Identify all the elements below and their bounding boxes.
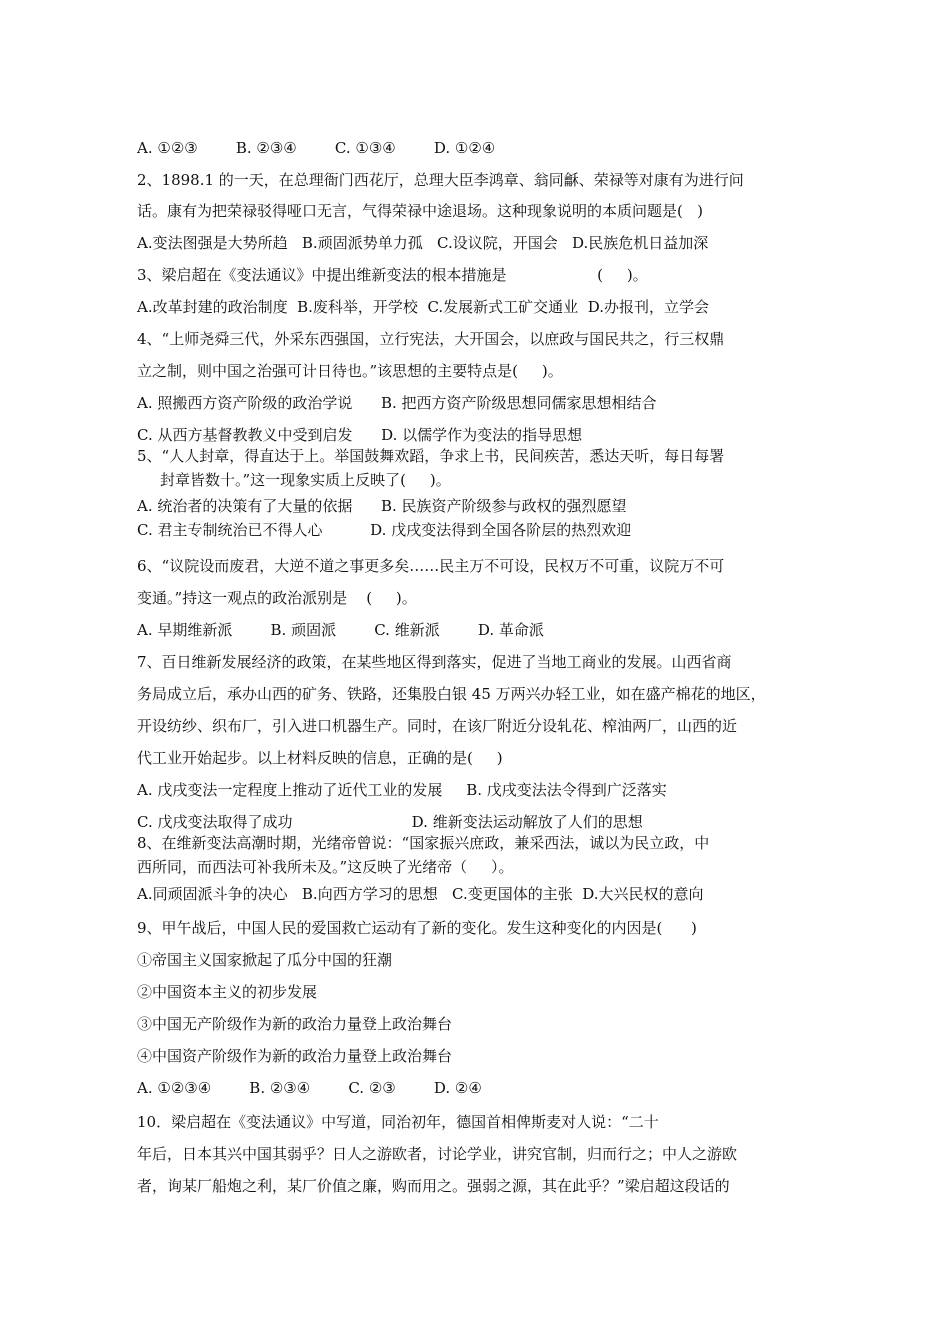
q9-item-1: ①帝国主义国家掀起了瓜分中国的狂潮 bbox=[137, 951, 393, 969]
q6-options: A. 早期维新派 B. 顽固派 C. 维新派 D. 革命派 bbox=[137, 621, 544, 639]
q7-stem-line-1: 7、百日维新发展经济的政策，在某些地区得到落实，促进了当地工商业的发展。山西省商 bbox=[137, 653, 732, 671]
q7-stem-line-4: 代工业开始起步。以上材料反映的信息，正确的是( ) bbox=[137, 749, 503, 767]
q9-item-4: ④中国资产阶级作为新的政治力量登上政治舞台 bbox=[137, 1047, 453, 1065]
q7-options-ab: A. 戊戌变法一定程度上推动了近代工业的发展 B. 戊戌变法法令得到广泛落实 bbox=[137, 781, 667, 799]
q10-stem-line-2: 年后，日本其兴中国其弱乎？日人之游欧者，讨论学业，讲究官制，归而行之；中人之游欧 bbox=[137, 1145, 738, 1163]
q5-options-cd: C. 君主专制统治已不得人心 D. 戊戌变法得到全国各阶层的热烈欢迎 bbox=[137, 521, 632, 539]
q5-options-ab: A. 统治者的决策有了大量的依据 B. 民族资产阶级参与政权的强烈愿望 bbox=[137, 497, 627, 515]
q5-stem-line-2: 封章皆数十。”这一现象实质上反映了( )。 bbox=[160, 471, 451, 489]
q3-stem: 3、梁启超在《变法通议》中提出维新变法的根本措施是 ( )。 bbox=[137, 266, 648, 284]
q8-stem-line-2: 西所同，而西法可补我所未及。”这反映了光绪帝（ ）。 bbox=[137, 858, 514, 876]
q4-options-cd: C. 从西方基督教教义中受到启发 D. 以儒学作为变法的指导思想 bbox=[137, 426, 583, 444]
q7-options-cd: C. 戊戌变法取得了成功 D. 维新变法运动解放了人们的思想 bbox=[137, 813, 643, 831]
q10-stem-line-3: 者，询某厂船炮之利，某厂价值之廉，购而用之。强弱之源，其在此乎？”梁启超这段话的 bbox=[137, 1177, 730, 1195]
q8-options: A.同顽固派斗争的决心 B.向西方学习的思想 C.变更国体的主张 D.大兴民权的意向 bbox=[137, 885, 704, 903]
q2-stem-line-1: 2、1898.1 的一天，在总理衙门西花厅，总理大臣李鸿章、翁同龢、荣禄等对康有为进行问 bbox=[137, 171, 744, 189]
q9-stem: 9、甲午战后，中国人民的爱国救亡运动有了新的变化。发生这种变化的内因是( ) bbox=[137, 919, 697, 937]
q7-stem-line-2: 务局成立后，承办山西的矿务、铁路，还集股白银 45 万两兴办轻工业，如在盛产棉花的地区， bbox=[137, 685, 766, 703]
q6-stem-line-1: 6、“议院设而废君，大逆不道之事更多矣……民主万不可设，民权万不可重，议院万不可 bbox=[137, 557, 725, 575]
q5-stem-line-1: 5、“人人封章，得直达于上。举国鼓舞欢蹈，争求上书，民间疾苦，悉达天听，每日每署 bbox=[137, 447, 725, 465]
q4-stem-line-2: 立之制，则中国之治强可计日待也。”该思想的主要特点是( )。 bbox=[137, 362, 563, 380]
q7-stem-line-3: 开设纺纱、织布厂，引入进口机器生产。同时，在该厂附近分设轧花、榨油两厂，山西的近 bbox=[137, 717, 738, 735]
q2-stem-line-2: 话。康有为把荣禄驳得哑口无言，气得荣禄中途退场。这种现象说明的本质问题是( ) bbox=[137, 202, 704, 220]
q10-stem-line-1: 10．梁启超在《变法通议》中写道，同治初年，德国首相俾斯麦对人说：“二十 bbox=[137, 1113, 659, 1131]
q8-stem-line-1: 8、在维新变法高潮时期，光绪帝曾说：“国家振兴庶政，兼采西法，诚以为民立政，中 bbox=[137, 834, 710, 852]
q6-stem-line-2: 变通。”持这一观点的政治派别是 ( )。 bbox=[137, 589, 417, 607]
q3-options: A.改革封建的政治制度 B.废科举，开学校 C.发展新式工矿交通业 D.办报刊，立学会 bbox=[137, 298, 709, 316]
q9-options: A. ①②③④ B. ②③④ C. ②③ D. ②④ bbox=[137, 1079, 482, 1097]
q2-options: A.变法图强是大势所趋 B.顽固派势单力孤 C.设议院，开国会 D.民族危机日益加深 bbox=[137, 234, 709, 252]
q9-item-3: ③中国无产阶级作为新的政治力量登上政治舞台 bbox=[137, 1015, 453, 1033]
q4-stem-line-1: 4、“上师尧舜三代，外采东西强国，立行宪法，大开国会，以庶政与国民共之，行三权鼎 bbox=[137, 330, 725, 348]
q9-item-2: ②中国资本主义的初步发展 bbox=[137, 983, 318, 1001]
q1-options: A. ①②③ B. ②③④ C. ①③④ D. ①②④ bbox=[137, 139, 496, 157]
q4-options-ab: A. 照搬西方资产阶级的政治学说 B. 把西方资产阶级思想同儒家思想相结合 bbox=[137, 394, 657, 412]
